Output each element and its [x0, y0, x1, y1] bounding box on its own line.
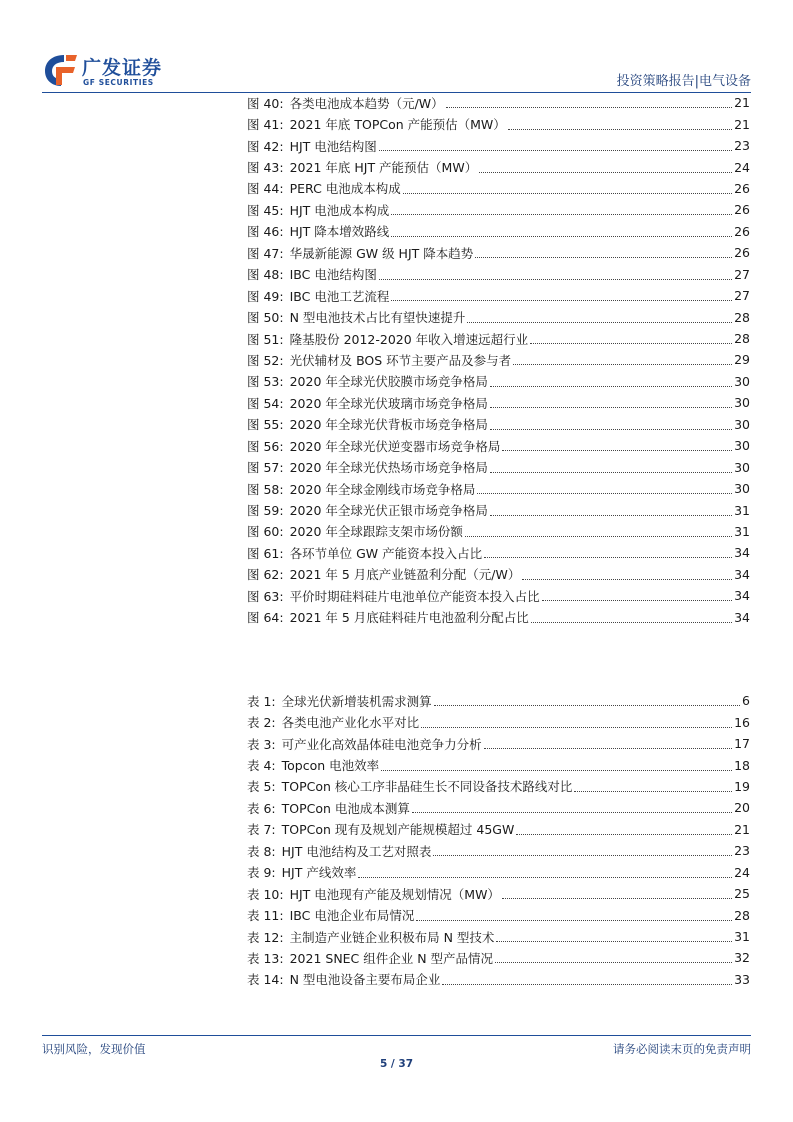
entry-label: 表 9:: [247, 865, 276, 881]
entry-title: 全球光伏新增装机需求测算: [281, 693, 432, 709]
entry-title: 2021 年底 HJT 产能预估（MW）: [289, 160, 478, 176]
entry-label: 表 8:: [247, 843, 276, 859]
entry-title: N 型电池技术占比有望快速提升: [289, 310, 466, 326]
figure-index-entry[interactable]: [247, 542, 750, 563]
entry-page-number: 26: [734, 202, 750, 218]
entry-title: 2020 年全球金刚线市场竞争格局: [289, 481, 476, 497]
dot-leader: [479, 172, 732, 173]
entry-label: 图 42:: [247, 138, 284, 154]
dot-leader: [522, 579, 732, 580]
figure-index-entry[interactable]: [247, 521, 750, 542]
entry-label: 表 13:: [247, 950, 284, 966]
dot-leader: [358, 877, 732, 878]
entry-page-number: 28: [734, 331, 750, 347]
dot-leader: [490, 472, 732, 473]
entry-page-number: 30: [734, 481, 750, 497]
entry-page-number: 24: [734, 159, 750, 175]
entry-title: HJT 降本增效路线: [289, 224, 390, 240]
entry-title: 华晟新能源 GW 级 HJT 降本趋势: [289, 245, 474, 261]
entry-page-number: 21: [734, 116, 750, 132]
entry-title: 2020 年全球光伏正银市场竞争格局: [289, 503, 488, 519]
entry-label: 图 64:: [247, 610, 284, 626]
entry-title: 2021 SNEC 组件企业 N 型产品情况: [289, 950, 494, 966]
entry-page-number: 19: [734, 778, 750, 794]
entry-title: TOPCon 电池成本测算: [281, 800, 410, 816]
table-index-entry[interactable]: [247, 797, 750, 818]
entry-title: IBC 电池企业布局情况: [289, 908, 415, 924]
entry-label: 图 53:: [247, 374, 284, 390]
entry-page-number: 24: [734, 864, 750, 880]
dot-leader: [490, 407, 732, 408]
entry-title: 平价时期硅料硅片电池单位产能资本投入占比: [289, 588, 540, 604]
entry-page-number: 30: [734, 395, 750, 411]
entry-label: 图 52:: [247, 352, 284, 368]
page-header: [0, 0, 793, 95]
entry-title: 隆基股份 2012-2020 年收入增速远超行业: [289, 331, 529, 347]
table-index-list: [247, 690, 750, 990]
entry-page-number: 31: [734, 929, 750, 945]
dot-leader: [467, 322, 732, 323]
table-index-entry[interactable]: [247, 904, 750, 925]
entry-title: 各类电池产业化水平对比: [281, 715, 420, 731]
entry-label: 表 10:: [247, 886, 284, 902]
entry-page-number: 31: [734, 523, 750, 539]
dot-leader: [434, 705, 740, 706]
entry-label: 图 59:: [247, 503, 284, 519]
entry-page-number: 30: [734, 416, 750, 432]
entry-title: 2021 年 5 月底产业链盈利分配（元/W）: [289, 567, 521, 583]
entry-label: 图 63:: [247, 588, 284, 604]
dot-leader: [416, 920, 732, 921]
entry-page-number: 6: [742, 693, 750, 709]
entry-title: PERC 电池成本构成: [289, 181, 401, 197]
dot-leader: [381, 770, 732, 771]
figure-index-entry[interactable]: [247, 478, 750, 499]
dot-leader: [513, 364, 732, 365]
figure-index-entry[interactable]: [247, 199, 750, 220]
entry-label: 表 14:: [247, 972, 284, 988]
dot-leader: [502, 450, 732, 451]
entry-label: 表 2:: [247, 715, 276, 731]
entry-page-number: 29: [734, 352, 750, 368]
figure-index-entry[interactable]: [247, 414, 750, 435]
entry-label: 图 55:: [247, 417, 284, 433]
entry-title: HJT 电池成本构成: [289, 202, 390, 218]
entry-label: 图 57:: [247, 460, 284, 476]
entry-label: 表 11:: [247, 908, 284, 924]
table-index-entry[interactable]: [247, 926, 750, 947]
entry-title: HJT 电池现有产能及规划情况（MW）: [289, 886, 500, 902]
figure-index-entry[interactable]: [247, 264, 750, 285]
entry-title: TOPCon 核心工序非晶硅生长不同设备技术路线对比: [281, 779, 573, 795]
dot-leader: [477, 493, 732, 494]
dot-leader: [530, 343, 732, 344]
entry-title: 2021 年底 TOPCon 产能预估（MW）: [289, 117, 506, 133]
figure-index-entry[interactable]: [247, 306, 750, 327]
dot-leader: [379, 150, 732, 151]
entry-label: 表 5:: [247, 779, 276, 795]
entry-page-number: 26: [734, 180, 750, 196]
dot-leader: [490, 515, 732, 516]
footer-disclaimer-note: 请务必阅读末页的免责声明: [613, 1042, 751, 1056]
entry-label: 图 49:: [247, 288, 284, 304]
entry-page-number: 33: [734, 971, 750, 987]
entry-label: 图 62:: [247, 567, 284, 583]
entry-label: 图 44:: [247, 181, 284, 197]
dot-leader: [391, 236, 732, 237]
entry-title: 各类电池成本趋势（元/W）: [289, 95, 444, 111]
entry-page-number: 20: [734, 800, 750, 816]
figure-index-entry[interactable]: [247, 349, 750, 370]
figure-index-entry[interactable]: [247, 371, 750, 392]
entry-page-number: 25: [734, 886, 750, 902]
entry-title: HJT 产线效率: [281, 865, 357, 881]
dot-leader: [516, 834, 732, 835]
entry-label: 图 46:: [247, 224, 284, 240]
figure-index-entry[interactable]: [247, 221, 750, 242]
entry-label: 图 48:: [247, 267, 284, 283]
table-index-entry[interactable]: [247, 690, 750, 711]
entry-page-number: 30: [734, 438, 750, 454]
entry-page-number: 34: [734, 588, 750, 604]
table-index-entry[interactable]: [247, 711, 750, 732]
table-index-entry[interactable]: [247, 862, 750, 883]
entry-page-number: 30: [734, 459, 750, 475]
entry-label: 表 6:: [247, 800, 276, 816]
entry-title: 2020 年全球跟踪支架市场份额: [289, 524, 463, 540]
entry-page-number: 26: [734, 245, 750, 261]
dot-leader: [391, 214, 732, 215]
gf-logo-icon: [42, 52, 78, 88]
gf-securities-logo: [42, 52, 172, 90]
entry-label: 表 4:: [247, 758, 276, 774]
entry-page-number: 34: [734, 609, 750, 625]
figure-index-entry[interactable]: [247, 285, 750, 306]
entry-page-number: 23: [734, 843, 750, 859]
table-index-entry[interactable]: [247, 733, 750, 754]
entry-title: 光伏辅材及 BOS 环节主要产品及参与者: [289, 352, 512, 368]
entry-page-number: 34: [734, 566, 750, 582]
entry-title: N 型电池设备主要布局企业: [289, 972, 441, 988]
table-index-entry[interactable]: [247, 776, 750, 797]
entry-title: 2020 年全球光伏逆变器市场竞争格局: [289, 438, 501, 454]
dot-leader: [508, 129, 732, 130]
entry-title: Topcon 电池效率: [281, 758, 380, 774]
entry-page-number: 28: [734, 309, 750, 325]
dot-leader: [490, 429, 732, 430]
entry-label: 表 1:: [247, 693, 276, 709]
dot-leader: [495, 962, 732, 963]
entry-title: 2021 年 5 月底硅料硅片电池盈利分配占比: [289, 610, 529, 626]
entry-title: IBC 电池结构图: [289, 267, 377, 283]
table-index-entry[interactable]: [247, 883, 750, 904]
entry-page-number: 17: [734, 736, 750, 752]
entry-label: 图 61:: [247, 545, 284, 561]
entry-page-number: 30: [734, 373, 750, 389]
entry-page-number: 32: [734, 950, 750, 966]
entry-title: HJT 电池结构图: [289, 138, 377, 154]
table-index-entry[interactable]: [247, 969, 750, 990]
entry-title: TOPCon 现有及规划产能规模超过 45GW: [281, 822, 515, 838]
entry-label: 图 56:: [247, 438, 284, 454]
logo-english-name: GF SECURITIES: [83, 78, 154, 87]
entry-label: 表 3:: [247, 736, 276, 752]
entry-page-number: 28: [734, 907, 750, 923]
footer-slogan: 识别风险，发现价值: [42, 1042, 146, 1056]
entry-label: 图 60:: [247, 524, 284, 540]
entry-page-number: 31: [734, 502, 750, 518]
dot-leader: [496, 941, 732, 942]
dot-leader: [574, 791, 732, 792]
dot-leader: [433, 855, 732, 856]
entry-label: 图 51:: [247, 331, 284, 347]
entry-title: 各环节单位 GW 产能资本投入占比: [289, 545, 483, 561]
figure-index-entry[interactable]: [247, 392, 750, 413]
entry-label: 图 40:: [247, 95, 284, 111]
dot-leader: [490, 386, 732, 387]
table-index-entry[interactable]: [247, 819, 750, 840]
dot-leader: [502, 898, 732, 899]
dot-leader: [379, 279, 732, 280]
entry-page-number: 26: [734, 223, 750, 239]
figure-index-entry[interactable]: [247, 456, 750, 477]
dot-leader: [412, 812, 732, 813]
table-index-entry[interactable]: [247, 947, 750, 968]
entry-label: 表 12:: [247, 929, 284, 945]
entry-title: 2020 年全球光伏胶膜市场竞争格局: [289, 374, 488, 390]
figure-index-list: [247, 92, 750, 628]
entry-page-number: 21: [734, 821, 750, 837]
entry-page-number: 21: [734, 95, 750, 111]
figure-index-entry[interactable]: [247, 499, 750, 520]
table-index-entry[interactable]: [247, 840, 750, 861]
entry-page-number: 16: [734, 714, 750, 730]
entry-page-number: 27: [734, 266, 750, 282]
table-index-entry[interactable]: [247, 754, 750, 775]
entry-title: 可产业化高效晶体硅电池竞争力分析: [281, 736, 482, 752]
entry-page-number: 18: [734, 757, 750, 773]
figure-index-entry[interactable]: [247, 585, 750, 606]
dot-leader: [542, 600, 732, 601]
entry-label: 图 54:: [247, 395, 284, 411]
entry-label: 图 41:: [247, 117, 284, 133]
figure-index-entry[interactable]: [247, 328, 750, 349]
entry-title: 2020 年全球光伏玻璃市场竞争格局: [289, 395, 488, 411]
entry-title: IBC 电池工艺流程: [289, 288, 390, 304]
figure-index-entry[interactable]: [247, 92, 750, 113]
entry-label: 图 43:: [247, 160, 284, 176]
figure-index-entry[interactable]: [247, 435, 750, 456]
entry-label: 图 45:: [247, 202, 284, 218]
dot-leader: [484, 557, 732, 558]
figure-index-entry[interactable]: [247, 564, 750, 585]
figure-index-entry[interactable]: [247, 178, 750, 199]
dot-leader: [391, 300, 732, 301]
dot-leader: [403, 193, 732, 194]
dot-leader: [484, 748, 732, 749]
footer-divider: [42, 1035, 751, 1036]
entry-page-number: 34: [734, 545, 750, 561]
page-number: 5 / 37: [379, 1058, 414, 1070]
entry-title: 2020 年全球光伏背板市场竞争格局: [289, 417, 488, 433]
report-type: 投资策略报告|电气设备: [616, 74, 751, 89]
dot-leader: [442, 984, 732, 985]
figure-index-entry[interactable]: [247, 242, 750, 263]
entry-label: 图 58:: [247, 481, 284, 497]
dot-leader: [531, 622, 732, 623]
figure-index-entry[interactable]: [247, 135, 750, 156]
figure-index-entry[interactable]: [247, 113, 750, 134]
entry-label: 图 47:: [247, 245, 284, 261]
entry-title: HJT 电池结构及工艺对照表: [281, 843, 432, 859]
entry-title: 2020 年全球光伏热场市场竞争格局: [289, 460, 488, 476]
figure-index-entry[interactable]: [247, 156, 750, 177]
entry-page-number: 23: [734, 138, 750, 154]
entry-page-number: 27: [734, 288, 750, 304]
figure-index-entry[interactable]: [247, 607, 750, 628]
dot-leader: [465, 536, 732, 537]
entry-label: 图 50:: [247, 310, 284, 326]
dot-leader: [475, 257, 732, 258]
entry-title: 主制造产业链企业积极布局 N 型技术: [289, 929, 495, 945]
dot-leader: [421, 727, 732, 728]
logo-chinese-name: 广发证券: [82, 57, 163, 79]
entry-label: 表 7:: [247, 822, 276, 838]
dot-leader: [446, 107, 732, 108]
